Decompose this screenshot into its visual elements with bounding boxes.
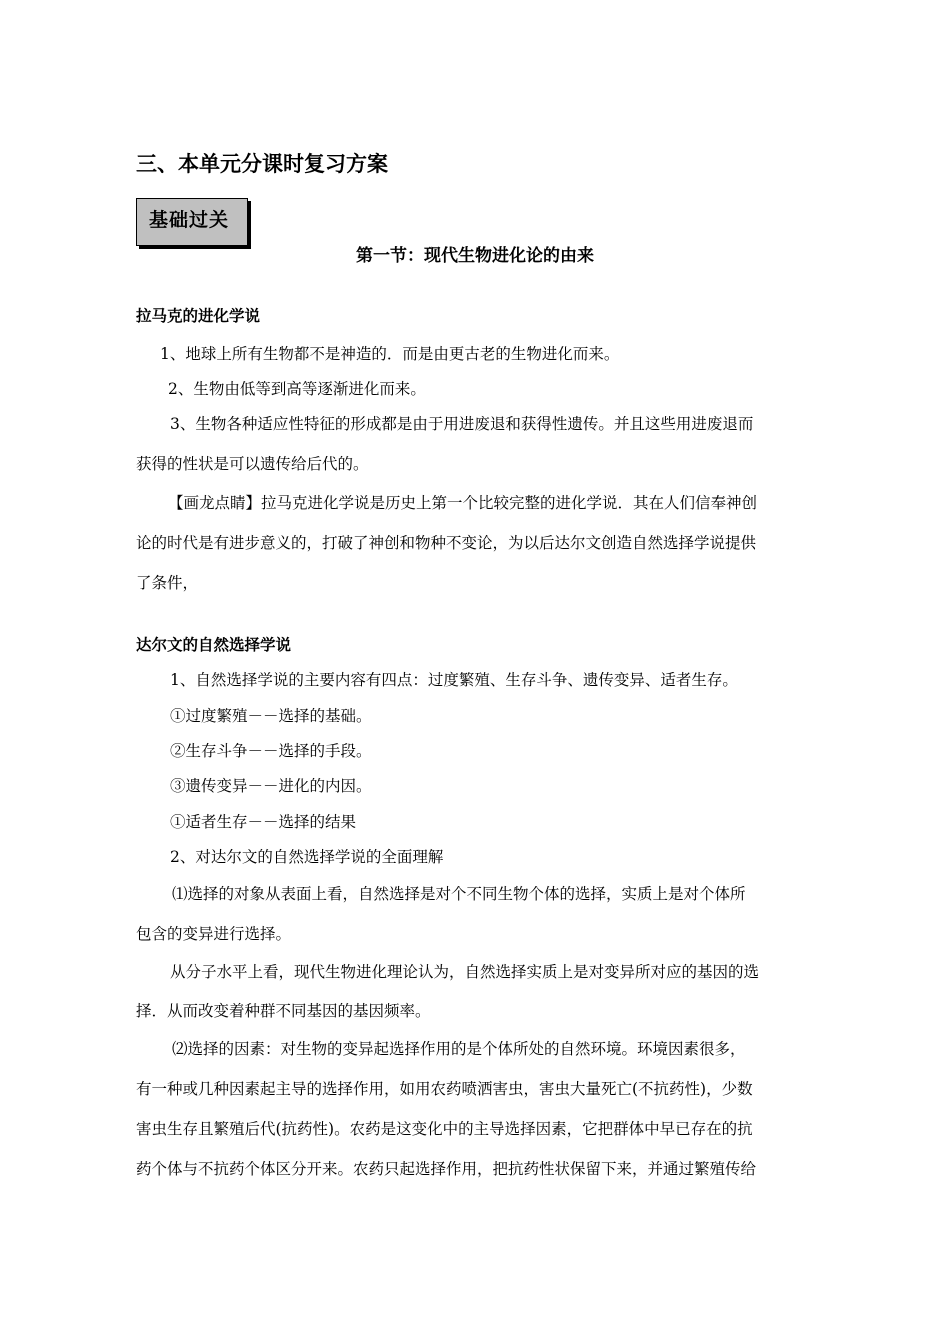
lamarck-note-line-1: 【画龙点睛】拉马克进化学说是历史上第一个比较完整的进化学说．其在人们信奉神创 bbox=[168, 494, 758, 512]
lamarck-point-3-line-1: 3、生物各种适应性特征的形成都是由于用进废退和获得性遗传。并且这些用进废退而 bbox=[170, 415, 754, 433]
darwin-molecular-line-1: 从分子水平上看，现代生物进化理论认为，自然选择实质上是对变异所对应的基因的选 bbox=[170, 963, 760, 981]
darwin-molecular-line-2: 择．从而改变着种群不同基因的基因频率。 bbox=[136, 1002, 431, 1020]
darwin-selection-object-line-2: 包含的变异进行选择。 bbox=[136, 925, 292, 943]
section-title: 第一节：现代生物进化论的由来 bbox=[356, 246, 594, 266]
basics-badge bbox=[136, 198, 248, 246]
darwin-item-2: ②生存斗争－－选择的手段。 bbox=[170, 742, 372, 760]
darwin-item-1: ①过度繁殖－－选择的基础。 bbox=[170, 707, 372, 725]
unit-heading: 三、本单元分课时复习方案 bbox=[136, 152, 388, 176]
darwin-title: 达尔文的自然选择学说 bbox=[136, 636, 292, 654]
lamarck-note-line-2: 论的时代是有进步意义的，打破了神创和物种不变论，为以后达尔文创造自然选择学说提供 bbox=[136, 534, 757, 552]
darwin-point-1: 1、自然选择学说的主要内容有四点：过度繁殖、生存斗争、遗传变异、适者生存。 bbox=[170, 671, 738, 689]
darwin-item-4: ①适者生存－－选择的结果 bbox=[170, 813, 357, 831]
lamarck-note-line-3: 了条件， bbox=[136, 574, 199, 592]
lamarck-point-3-line-2: 获得的性状是可以遗传给后代的。 bbox=[136, 455, 369, 473]
badge-label: 基础过关 bbox=[149, 209, 230, 231]
lamarck-point-2: 2、生物由低等到高等逐渐进化而来。 bbox=[168, 380, 426, 398]
lamarck-title: 拉马克的进化学说 bbox=[136, 307, 261, 325]
darwin-selection-factor-line-2: 有一种或几种因素起主导的选择作用，如用农药喷洒害虫，害虫大量死亡(不抗药性)，少数 bbox=[136, 1080, 753, 1098]
darwin-point-2: 2、对达尔文的自然选择学说的全面理解 bbox=[170, 848, 444, 866]
lamarck-point-1: 1、地球上所有生物都不是神造的．而是由更古老的生物进化而来。 bbox=[160, 345, 620, 363]
darwin-item-3: ③遗传变异－－进化的内因。 bbox=[170, 777, 372, 795]
darwin-selection-object-line-1: ⑴选择的对象从表面上看，自然选择是对个不同生物个体的选择，实质上是对个体所 bbox=[172, 885, 746, 903]
darwin-selection-factor-line-3: 害虫生存且繁殖后代(抗药性)。农药是这变化中的主导选择因素，它把群体中早已存在的抗 bbox=[136, 1120, 753, 1138]
darwin-selection-factor-line-1: ⑵选择的因素：对生物的变异起选择作用的是个体所处的自然环境。环境因素很多， bbox=[172, 1040, 746, 1058]
darwin-selection-factor-line-4: 药个体与不抗药个体区分开来。农药只起选择作用，把抗药性状保留下来，并通过繁殖传给 bbox=[136, 1160, 757, 1178]
